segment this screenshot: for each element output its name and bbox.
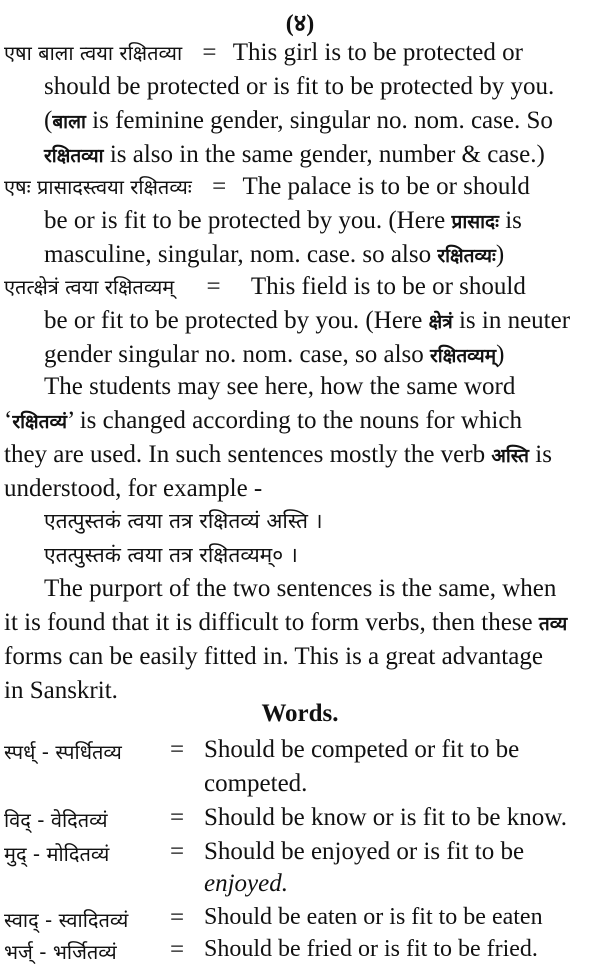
example-3-sanskrit: एतत्क्षेत्रं त्वया रक्षितव्यम् <box>4 275 175 299</box>
example-1-sanskrit: एषा बाला त्वया रक्षितव्या <box>4 41 183 65</box>
example-2-line-3: masculine, singular, nom. case. so also रक्षितव्यः) <box>44 241 505 268</box>
paragraph-2-line-2: it is found that it is difficult to form verbs, then these तव्य <box>4 609 568 636</box>
word-term: विद् - वेदितव्यं <box>4 808 108 832</box>
word-term: मुद् - मोदितव्यं <box>4 842 110 866</box>
example-1-line-3: (बाला is feminine gender, singular no. nom. case. So <box>44 107 553 134</box>
example-3-line-1: एतत्क्षेत्रं त्वया रक्षितव्यम् = This field is to be or should <box>4 273 526 300</box>
example-2-sanskrit: एषः प्रासादस्त्वया रक्षितव्यः <box>4 175 192 199</box>
example-2-line-2: be or is fit to be protected by you. (Here प्रासादः is <box>44 207 522 234</box>
example-3-meaning: This field is to be or should <box>250 273 526 300</box>
sentence-1: एतत्पुस्तकं त्वया तत्र रक्षितव्यं अस्ति । <box>44 509 323 533</box>
sentence-2: एतत्पुस्तकं त्वया तत्र रक्षितव्यम्० । <box>44 543 298 567</box>
word-row: भर्ज् - भर्जितव्यं = Should be fried or is fit to be fried. <box>4 936 538 964</box>
word-row: स्पर्ध् - स्पर्धितव्य = Should be competed or fit to be <box>4 736 520 764</box>
word-meaning: Should be fried or is fit to be fried. <box>204 936 538 962</box>
page-number: (४) <box>285 11 315 37</box>
example-1-meaning: This girl is to be protected or <box>232 39 523 66</box>
paragraph-2-line-3: forms can be easily fitted in. This is a great advantage <box>4 643 543 670</box>
word-meaning: Should be competed or fit to be <box>204 736 520 763</box>
paragraph-1-line-1: The students may see here, how the same word <box>44 373 516 400</box>
example-2-line-1: एषः प्रासादस्त्वया रक्षितव्यः = The palace is to be or should <box>4 173 530 200</box>
paragraph-2-line-1: The purport of the two sentences is the same, when <box>44 575 557 602</box>
paragraph-1-line-4: understood, for example - <box>4 475 263 502</box>
paragraph-1-line-2: ‘रक्षितव्यं’ is changed according to the nouns for which <box>4 407 522 434</box>
paragraph-1-line-3: they are used. In such sentences mostly the verb अस्ति is <box>4 441 552 468</box>
example-1-line-4: रक्षितव्या is also in the same gender, number & case.) <box>44 141 545 168</box>
word-row: मुद् - मोदितव्यं = Should be enjoyed or is fit to be <box>4 838 525 866</box>
word-term: भर्ज् - भर्जितव्यं <box>4 940 117 964</box>
example-3-line-3: gender singular no. nom. case, so also रक्षितव्यम्) <box>44 341 505 368</box>
words-heading: Words. <box>261 700 339 727</box>
word-row: विद् - वेदितव्यं = Should be know or is fit to be know. <box>4 804 567 832</box>
example-1-line-2: should be protected or is fit to be protected by you. <box>44 73 555 100</box>
word-row: स्वाद् - स्वादितव्यं = Should be eaten or is fit to be eaten <box>4 904 543 932</box>
word-meaning: Should be know or is fit to be know. <box>204 804 567 831</box>
example-1-line-1: एषा बाला त्वया रक्षितव्या = This girl is to be protected or <box>4 39 523 66</box>
word-meaning-continued: enjoyed. <box>204 870 288 897</box>
paragraph-2-line-4: in Sanskrit. <box>4 677 118 704</box>
example-3-line-2: be or fit to be protected by you. (Here क्षेत्रं is in neuter <box>44 307 571 334</box>
word-meaning-continued: competed. <box>204 770 308 797</box>
word-meaning: Should be eaten or is fit to be eaten <box>204 904 543 930</box>
word-term: स्वाद् - स्वादितव्यं <box>4 908 129 932</box>
word-term: स्पर्ध् - स्पर्धितव्य <box>4 740 122 764</box>
word-meaning: Should be enjoyed or is fit to be <box>204 838 525 865</box>
example-2-meaning: The palace is to be or should <box>242 173 530 200</box>
